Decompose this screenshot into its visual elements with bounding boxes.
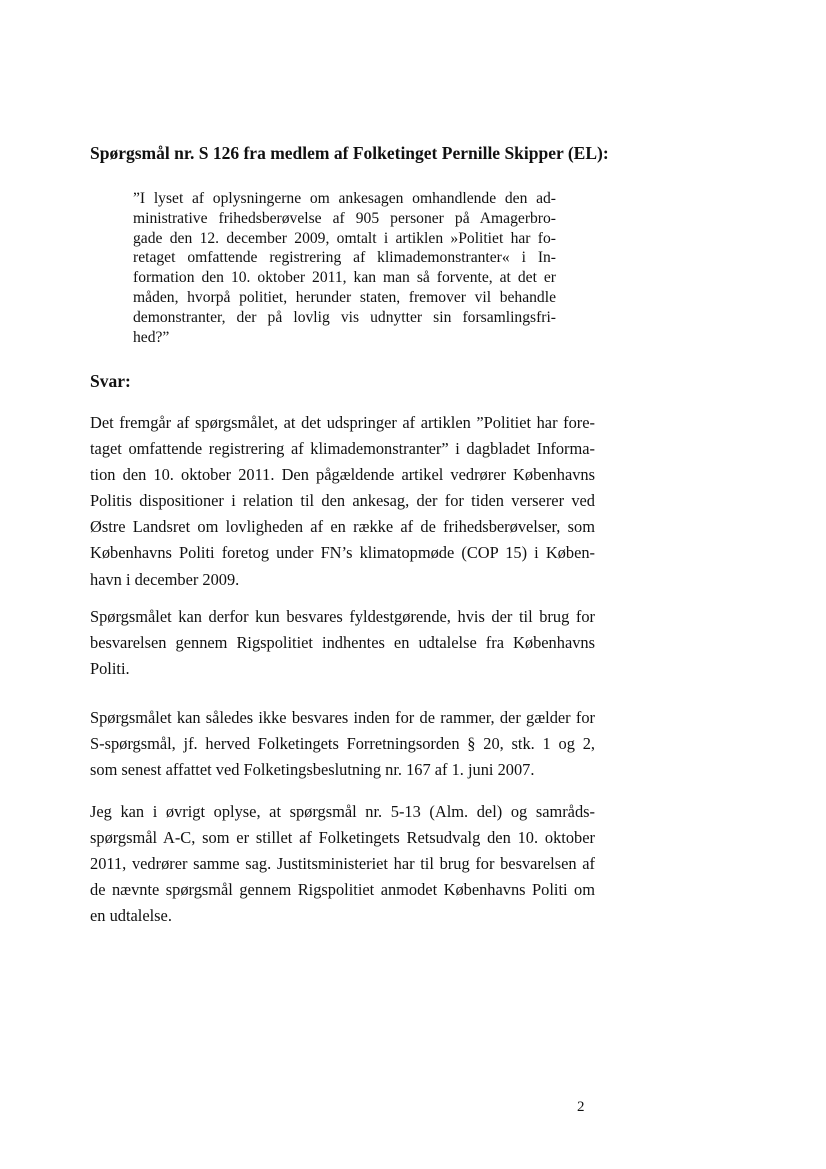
- answer-line: Københavns Politi foretog under FN’s klimatopmøde (COP 15) i Køben-: [90, 543, 595, 563]
- answer-line: Spørgsmålet kan således ikke besvares inden for de rammer, der gælder for: [90, 708, 595, 727]
- answer-line: Spørgsmålet kan derfor kun besvares fyldestgørende, hvis der til brug for: [90, 607, 595, 626]
- question-line: retaget omfattende registrering af klimademonstranter« i In-: [133, 249, 556, 267]
- question-text: [133, 189, 556, 347]
- question-line: demonstranter, der på lovlig vis udnytter sin forsamlingsfri-: [133, 308, 556, 326]
- answer-line: Det fremgår af spørgsmålet, at det udspringer af artiklen ”Politiet har fore-: [90, 413, 595, 432]
- question-line: ”I lyset af oplysningerne om ankesagen omhandlende den ad-: [133, 190, 556, 207]
- answer-line: en udtalelse.: [90, 906, 172, 926]
- answer-line: Østre Landsret om lovligheden af en række af de frihedsberøvelser, som: [90, 517, 595, 537]
- answer-line: Politi.: [90, 659, 130, 679]
- answer-line: havn i december 2009.: [90, 569, 240, 589]
- question-line: gade den 12. december 2009, omtalt i artiklen »Politiet har fo-: [133, 229, 556, 247]
- answer-line: taget omfattende registrering af klimademonstranter” i dagbladet Informa-: [90, 439, 595, 459]
- answer-paragraph: [90, 604, 595, 682]
- answer-paragraph: [90, 410, 595, 593]
- answer-paragraph: [90, 799, 595, 929]
- answer-line: de nævnte spørgsmål gennem Rigspolitiet anmodet Københavns Politi om: [90, 880, 595, 900]
- page-number: 2: [577, 1099, 585, 1115]
- answer-line: Jeg kan i øvrigt oplyse, at spørgsmål nr. 5-13 (Alm. del) og samråds-: [90, 802, 595, 821]
- answer-paragraph: [90, 705, 595, 783]
- answer-line: som senest affattet ved Folketingsbeslutning nr. 167 af 1. juni 2007.: [90, 760, 535, 780]
- question-line: hed?”: [133, 328, 170, 346]
- question-line: ministrative frihedsberøvelse af 905 personer på Amagerbro-: [133, 209, 556, 227]
- question-line: måden, hvorpå politiet, herunder staten, fremover vil behandle: [133, 288, 556, 306]
- answer-line: 2011, vedrører samme sag. Justitsministeriet har til brug for besvarelsen af: [90, 854, 595, 874]
- answer-line: Politis dispositioner i relation til den ankesag, der for tiden verserer ved: [90, 491, 595, 511]
- answer-line: S-spørgsmål, jf. herved Folketingets Forretningsorden § 20, stk. 1 og 2,: [90, 734, 595, 754]
- question-line: formation den 10. oktober 2011, kan man så forvente, at det er: [133, 269, 556, 287]
- answer-line: tion den 10. oktober 2011. Den pågældende artikel vedrører Københavns: [90, 465, 595, 485]
- answer-line: besvarelsen gennem Rigspolitiet indhentes en udtalelse fra Københavns: [90, 633, 595, 653]
- question-heading: Spørgsmål nr. S 126 fra medlem af Folketinget Pernille Skipper (EL):: [90, 143, 609, 163]
- answer-heading: Svar:: [90, 371, 131, 391]
- answer-line: spørgsmål A-C, som er stillet af Folketingets Retsudvalg den 10. oktober: [90, 828, 595, 848]
